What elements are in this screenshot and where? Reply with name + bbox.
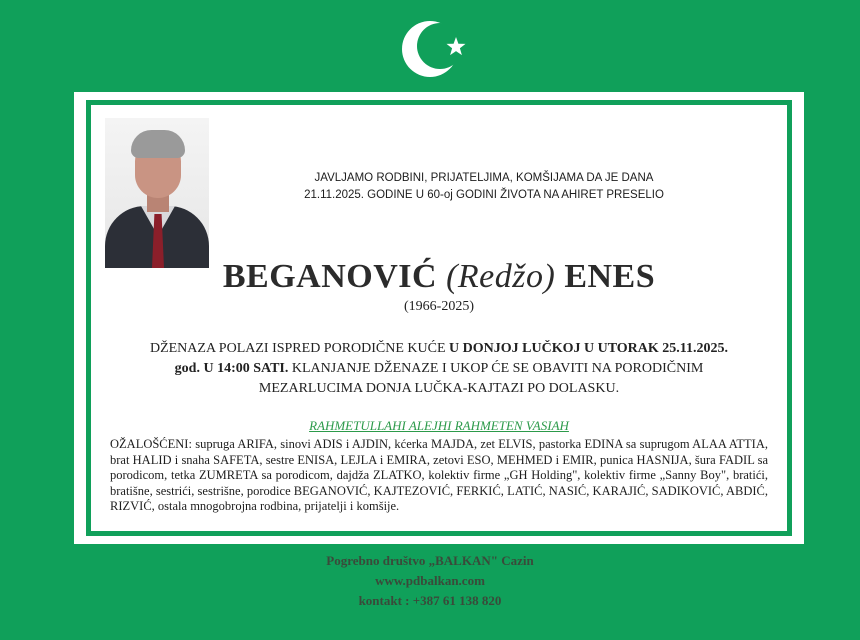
announcement-line-1: JAVLJAMO RODBINI, PRIJATELJIMA, KOMŠIJAMA DA JE DANA bbox=[314, 172, 654, 184]
prayer-line: RAHMETULLAHI ALEJHI RAHMETEN VASIAH bbox=[309, 418, 569, 433]
funeral-text-1: DŽENAZA POLAZI ISPRED PORODIČNE KUĆE bbox=[149, 341, 446, 356]
announcement-line-2: 21.11.2025. GODINE U 60-oj GODINI ŽIVOTA NA AHIRET PRESELIO bbox=[304, 189, 664, 201]
company-name: Pogrebno društvo „BALKAN" Cazin bbox=[326, 553, 534, 568]
life-years: (1966-2025) bbox=[404, 299, 474, 314]
company-contact: kontakt : +387 61 138 820 bbox=[358, 593, 502, 608]
notice-content bbox=[99, 110, 779, 526]
funeral-details bbox=[139, 339, 739, 399]
funeral-company-footer bbox=[0, 551, 860, 611]
surname: BEGANOVIĆ bbox=[222, 258, 438, 295]
deceased-name bbox=[99, 258, 779, 296]
funeral-time-place: U DONJOJ LUČKOJ U UTORAK 25.11.2025. god. U 14:00 SATI. bbox=[174, 341, 729, 376]
nickname: (Redžo) bbox=[446, 258, 556, 295]
given-name: ENES bbox=[564, 258, 656, 295]
funeral-text-2: KLANJANJE DŽENAZE I UKOP ĆE SE OBAVITI NA PORODIČNIM MEZARLUCIMA DONJA LUČKA-KAJTAZI PO DOLASKU. bbox=[258, 361, 704, 396]
notice-card bbox=[74, 92, 804, 544]
company-website: www.pdbalkan.com bbox=[375, 573, 485, 588]
notice-border bbox=[86, 100, 792, 536]
deceased-photo bbox=[105, 118, 209, 268]
crescent-star-icon bbox=[400, 16, 472, 80]
announcement-text bbox=[229, 170, 739, 204]
mourners-list: OŽALOŠĆENI: supruga ARIFA, sinovi ADIS i AJDIN, kćerka MAJDA, zet ELVIS, pastorka EDINA sa suprugom ALAA ATTIA, brat HALID i snaha SAFETA, sestre ENISA, LEJLA i EMIRA, zetovi ESO, MEHMED i EMIR, punica HASNIJA, šura FADIL sa porodicom, tetka ZUMRETA sa porodicom, dajdža ZLATKO, kolektiv firme „GH Holding", kolektiv firme „Sanny Boy", bratići, bratišne, sestrići, sestrišne, porodice BEGANOVIĆ, KAJTEZOVIĆ, FERKIĆ, LATIĆ, NASIĆ, KARAJIĆ, SADIKOVIĆ, ABDIĆ, RIZVIĆ, ostala mnogobrojna rodbina, prijatelji i komšije. bbox=[110, 437, 768, 513]
